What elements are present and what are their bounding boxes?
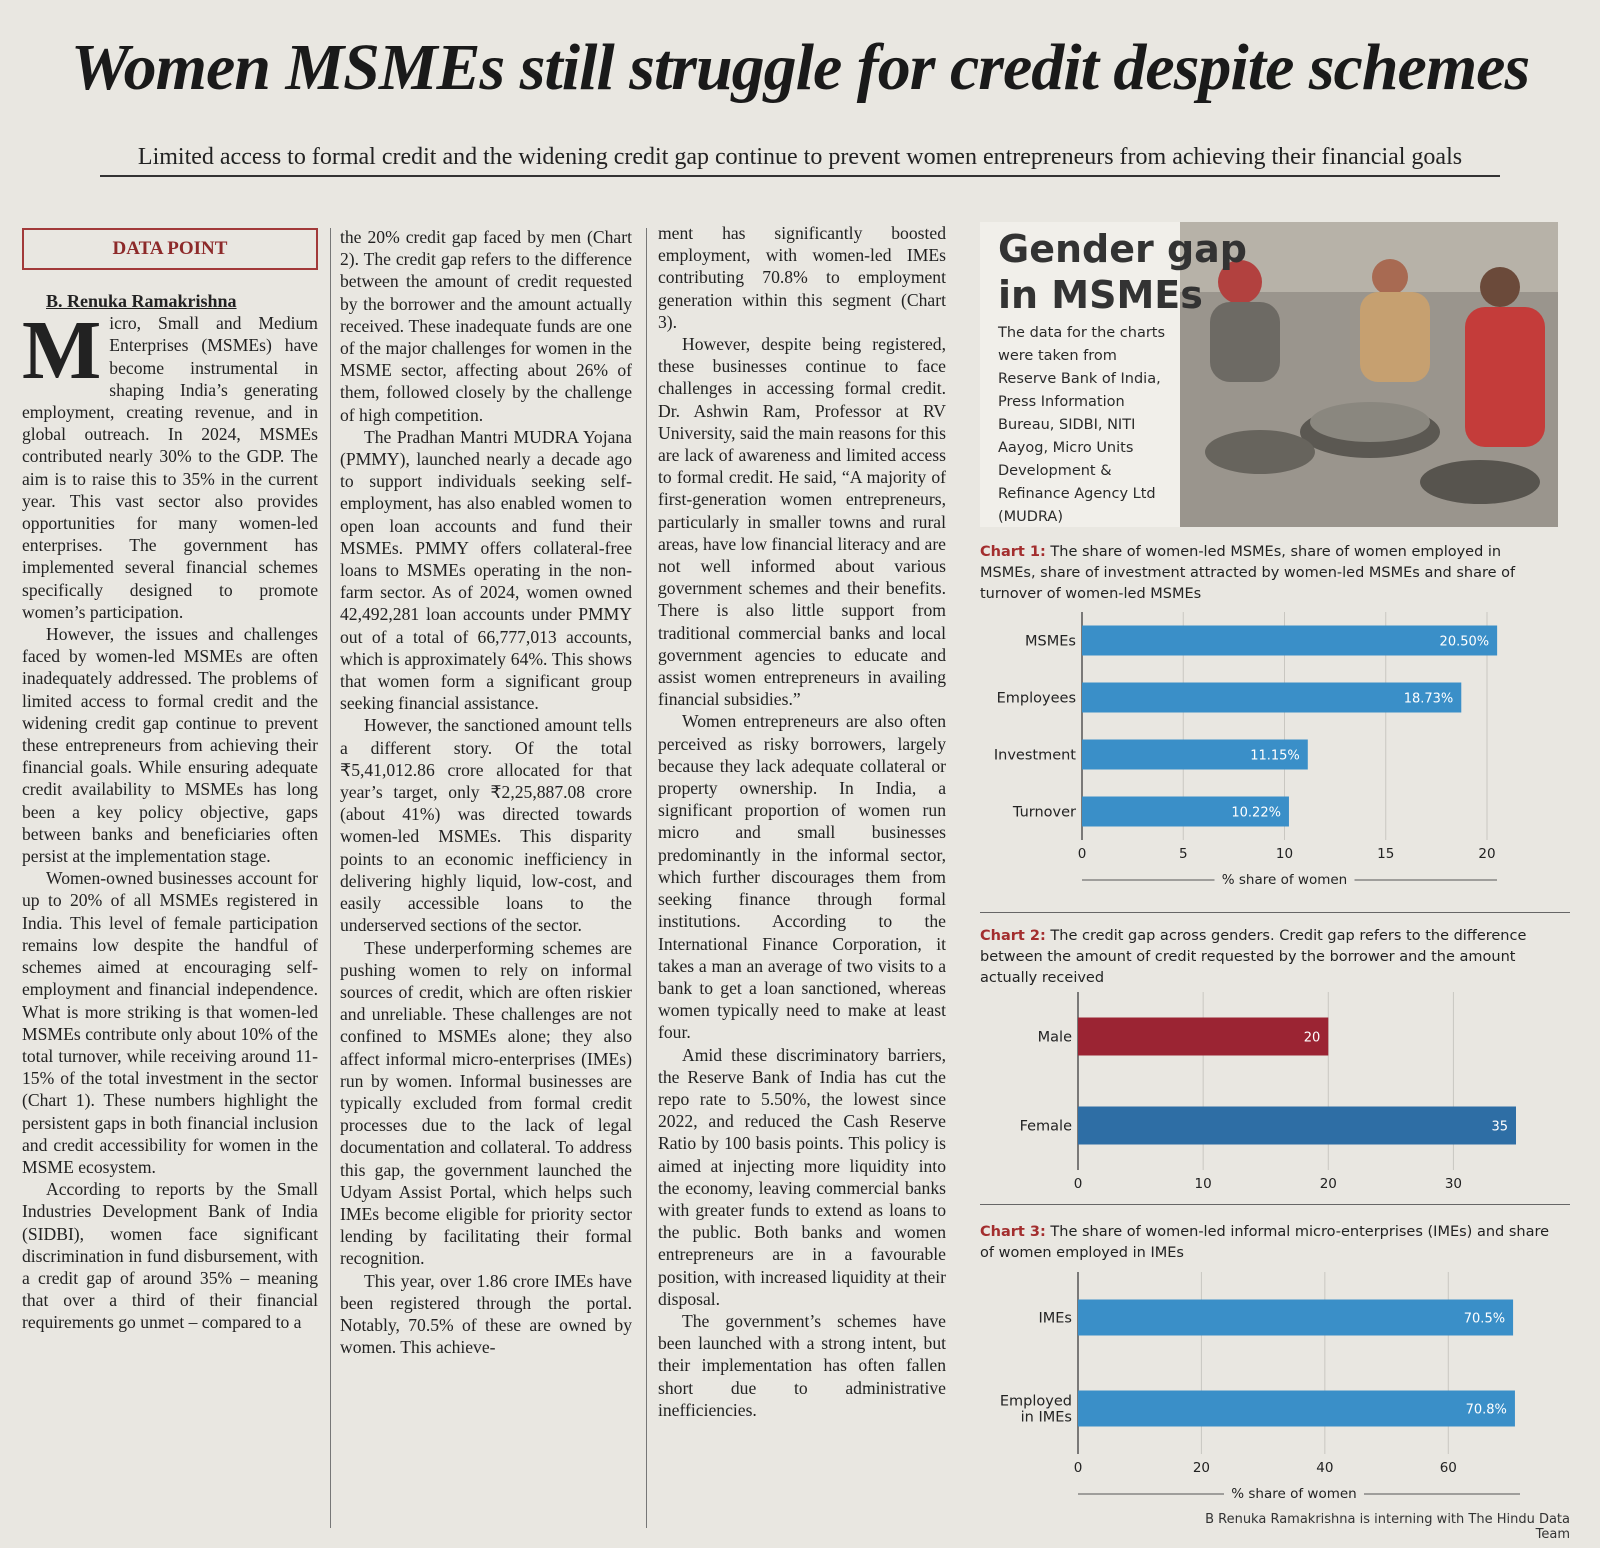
chart-2-caption: Chart 2: The credit gap across genders. Credit gap refers to the difference between the amount of credit requested by the borrower and the amount actually received — [980, 928, 1527, 986]
data-label: 18.73% — [1403, 691, 1454, 707]
x-axis-title: % share of women — [1231, 1486, 1357, 1502]
tick-label: 15 — [1377, 846, 1395, 862]
tick-label: 20 — [1192, 1460, 1211, 1476]
tick-label: 10 — [1275, 846, 1294, 862]
chart-divider — [980, 1204, 1570, 1205]
data-label: 10.22% — [1231, 805, 1281, 821]
paragraph: Micro, Small and Medium Enterprises (MSMEs) have become instrumental in shaping India’s generating employment, creating revenue, and in global outreach. In 2024, MSMEs contributed nearly 30% to the GDP. The aim is to raise this to 35% in the current year. This vast sector also provides opportunities for many women-led enterprises. The government has implemented several financial schemes specifically designed to promote women’s participation. — [22, 304, 318, 622]
hero-box — [980, 222, 1558, 527]
paragraph: ment has significantly boosted employment, with women-led IMEs contributing 70.8% to employment generation within this segment (Chart 3). — [658, 223, 946, 332]
data-label: 35 — [1491, 1119, 1508, 1135]
byline: B. Renuka Ramakrishna — [46, 291, 237, 311]
tick-label: 60 — [1439, 1460, 1457, 1476]
bar — [1078, 1018, 1328, 1056]
category-label: Investment — [993, 747, 1076, 764]
tick-label: 30 — [1444, 1176, 1463, 1192]
data-label: 20 — [1303, 1030, 1321, 1046]
subheadline: Limited access to formal credit and the widening credit gap continue to prevent women entrepreneurs from achieving their financial goals — [100, 144, 1500, 177]
tick-label: 20 — [1319, 1176, 1337, 1192]
chart-2 — [980, 992, 1570, 1202]
author-credit: B Renuka Ramakrishna is interning with The Hindu Data Team — [1205, 1512, 1570, 1542]
tick-label: 20 — [1478, 846, 1496, 862]
category-label: MSMEs — [1025, 633, 1076, 650]
paragraph: Amid these discriminatory barriers, the Reserve Bank of India has cut the repo rate to 5.50%, the lowest since 2022, and reduced the Cash Reserve Ratio by 100 basis points. This policy is aimed at injecting more liquidity into the economy, leaving commercial banks with greater funds to extend as loans to the public. Both banks and women entrepreneurs are in a favourable position, with increased liquidity at their disposal. — [658, 1044, 946, 1309]
data-label: 70.5% — [1463, 1311, 1506, 1327]
tick-label: 40 — [1316, 1460, 1334, 1476]
tick-label: 0 — [1077, 846, 1087, 862]
paragraph: However, the sanctioned amount tells a different story. Of the total ₹5,41,012.86 crore allocated for that year’s target, only ₹2,25,887.08 crore (about 41%) was directed towards women-led MSMEs. This disparity points to an economic inefficiency in delivering highly liquid, low-cost, and easily accessible loans to the underserved sections of the sector. — [340, 715, 632, 936]
drop-cap: M — [22, 304, 102, 398]
article-column-3 — [658, 222, 946, 1421]
category-label: IMEs — [1038, 1310, 1072, 1327]
category-label: Turnover — [1012, 804, 1076, 821]
data-label: 70.8% — [1465, 1402, 1507, 1418]
chart-1 — [980, 612, 1570, 902]
paragraph: Women entrepreneurs are also often perceived as risky borrowers, largely because they lack adequate collateral or property ownership. In India, a significant proportion of women run micro and small businesses predominantly in the informal sector, which further discourages them from seeking finance through formal institutions. According to the International Finance Corporation, it takes a man an average of two visits to a bank to get a loan sanctioned, whereas women typically need to make at least four. — [658, 711, 946, 1043]
chart-divider — [980, 912, 1570, 913]
bar — [1078, 1391, 1515, 1427]
category-label: Employees — [996, 690, 1076, 707]
headline: Women MSMEs still struggle for credit despite schemes — [70, 31, 1530, 104]
bar — [1082, 626, 1497, 656]
data-label: 20.50% — [1439, 634, 1490, 650]
tick-label: 0 — [1073, 1176, 1083, 1192]
tick-label: 5 — [1178, 846, 1188, 862]
paragraph: the 20% credit gap faced by men (Chart 2). The credit gap refers to the difference between the amount of credit requested by the borrower and the amount actually received. These inadequate funds are one of the major challenges for women in the MSME sector, affecting about 26% of them, followed closely by the challenge of high competition. — [340, 227, 632, 425]
paragraph: These underperforming schemes are pushing women to rely on informal sources of credit, which are often riskier and unreliable. These challenges are not confined to MSMEs alone; they also affect informal micro-enterprises (IMEs) run by women. Informal businesses are typically excluded from formal credit processes due to the lack of legal documentation and collateral. To address this gap, the government launched the Udyam Assist Portal, which helps such IMEs become eligible for priority sector lending by facilitating their formal recognition. — [340, 937, 632, 1269]
chart-1-caption: Chart 1: The share of women-led MSMEs, share of women employed in MSMEs, share of investment attracted by women-led MSMEs and share of turnover of women-led MSMEs — [980, 544, 1516, 602]
paragraph: However, despite being registered, these businesses continue to face challenges in accessing formal credit. Dr. Ashwin Ram, Professor at RV University, said the main reasons for this are lack of awareness and limited access to formal credit. He said, “A majority of first-generation women entrepreneurs, particularly in smaller towns and rural areas, have low financial literacy and are not well informed about various government schemes and their benefits. There is also little support from traditional commercial banks and local government agencies to educate and assist women entrepreneurs in availing financial subsidies.” — [658, 334, 946, 710]
category-label: Female — [1019, 1118, 1072, 1135]
infographic-panel — [980, 222, 1580, 1542]
tick-label: 10 — [1194, 1176, 1212, 1192]
paragraph: The government’s schemes have been launched with a strong intent, but their implementation has often fallen short due to administrative inefficiencies. — [658, 1310, 946, 1420]
column-divider — [330, 228, 331, 1528]
chart-3-caption: Chart 3: The share of women-led informal micro-enterprises (IMEs) and share of women employed in IMEs — [980, 1224, 1550, 1261]
category-label: in IMEs — [1020, 1409, 1072, 1426]
paragraph: According to reports by the Small Industries Development Bank of India (SIDBI), women face significant discrimination in fund disbursement, with a credit gap of around 35% – meaning that over a third of their financial requirements go unmet – compared to a — [22, 1179, 318, 1333]
x-axis-title: % share of women — [1221, 872, 1348, 888]
paragraph: However, the issues and challenges faced by women-led MSMEs are often inadequately addressed. The problems of limited access to formal credit and the widening credit gap continue to prevent these entrepreneurs from achieving their financial goals. While ensuring adequate credit availability to MSMEs has long been a key policy objective, gaps between banks and beneficiaries often persist at the implementation stage. — [22, 624, 318, 867]
data-label: 11.15% — [1250, 748, 1300, 764]
source-note: The data for the charts were taken from Reserve Bank of India, Press Information Bureau, SIDBI, NITI Aayog, Micro Units Development & Refinance Agency Ltd (MUDRA) — [998, 325, 1166, 525]
chart-3 — [980, 1272, 1570, 1502]
tick-label: 0 — [1073, 1460, 1083, 1476]
article-column-2 — [340, 226, 632, 1358]
category-label: Male — [1037, 1029, 1072, 1046]
category-label: Employed — [999, 1393, 1072, 1410]
paragraph: Women-owned businesses account for up to 20% of all MSMEs registered in India. This level of female participation remains low despite the handful of schemes aimed at encouraging self-employment and financial independence. What is more striking is that women-led MSMEs contribute only about 10% of the total turnover, while receiving around 11-15% of the total investment in the sector (Chart 1). These numbers highlight the persistent gaps in both financial inclusion and credit accessibility for women in the MSME ecosystem. — [22, 868, 318, 1177]
bar — [1078, 1107, 1516, 1145]
data-point-label: DATA POINT — [22, 228, 318, 270]
paragraph: The Pradhan Mantri MUDRA Yojana (PMMY), launched nearly a decade ago to support individuals seeking self-employment, has also enabled women to open loan accounts and fund their MSMEs. PMMY offers collateral-free loans to MSMEs operating in the non-farm sector. As of 2024, women owned 42,492,281 loan accounts under PMMY out of a total of 66,777,013 accounts, which is approximately 64%. This shows that women form a significant group seeking financial assistance. — [340, 426, 632, 714]
paragraph: This year, over 1.86 crore IMEs have been registered through the portal. Notably, 70.5% of these are owned by women. This achieve- — [340, 1270, 632, 1358]
column-divider — [646, 228, 647, 1528]
article-column-1 — [22, 228, 318, 1334]
bar — [1078, 1300, 1513, 1336]
panel-title: Gender gap in MSMEs — [998, 227, 1248, 317]
